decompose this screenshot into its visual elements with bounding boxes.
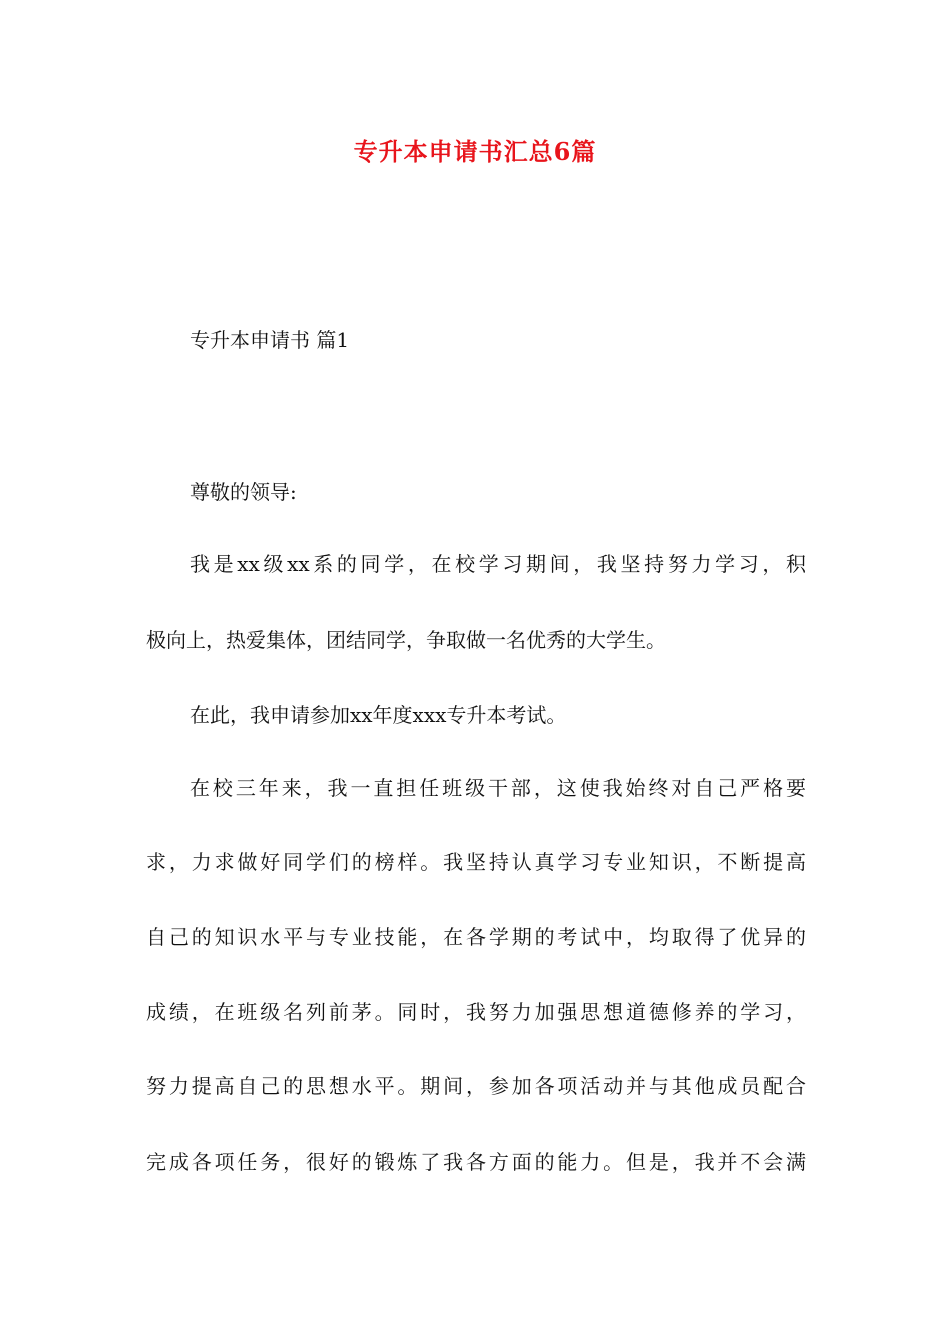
body-line: 在此，我申请参加xx年度xxx专升本考试。 — [190, 703, 567, 727]
body-line: 求，力求做好同学们的榜样。我坚持认真学习专业知识，不断提高 — [146, 850, 806, 874]
body-line: 在校三年来，我一直担任班级干部，这使我始终对自己严格要 — [190, 776, 806, 800]
body-line: 成绩，在班级名列前茅。同时，我努力加强思想道德修养的学习， — [146, 1000, 806, 1024]
body-line: 努力提高自己的思想水平。期间，参加各项活动并与其他成员配合 — [146, 1074, 806, 1098]
body-line: 极向上，热爱集体，团结同学，争取做一名优秀的大学生。 — [146, 628, 666, 652]
salutation: 尊敬的领导: — [190, 480, 297, 504]
body-line: 自己的知识水平与专业技能，在各学期的考试中，均取得了优异的 — [146, 925, 806, 949]
document-title: 专升本申请书汇总6篇 — [353, 137, 597, 166]
section-heading: 专升本申请书 篇1 — [190, 328, 350, 352]
body-line: 完成各项任务，很好的锻炼了我各方面的能力。但是，我并不会满 — [146, 1150, 806, 1174]
body-line: 我是xx级xx系的同学，在校学习期间，我坚持努力学习，积 — [190, 552, 806, 576]
